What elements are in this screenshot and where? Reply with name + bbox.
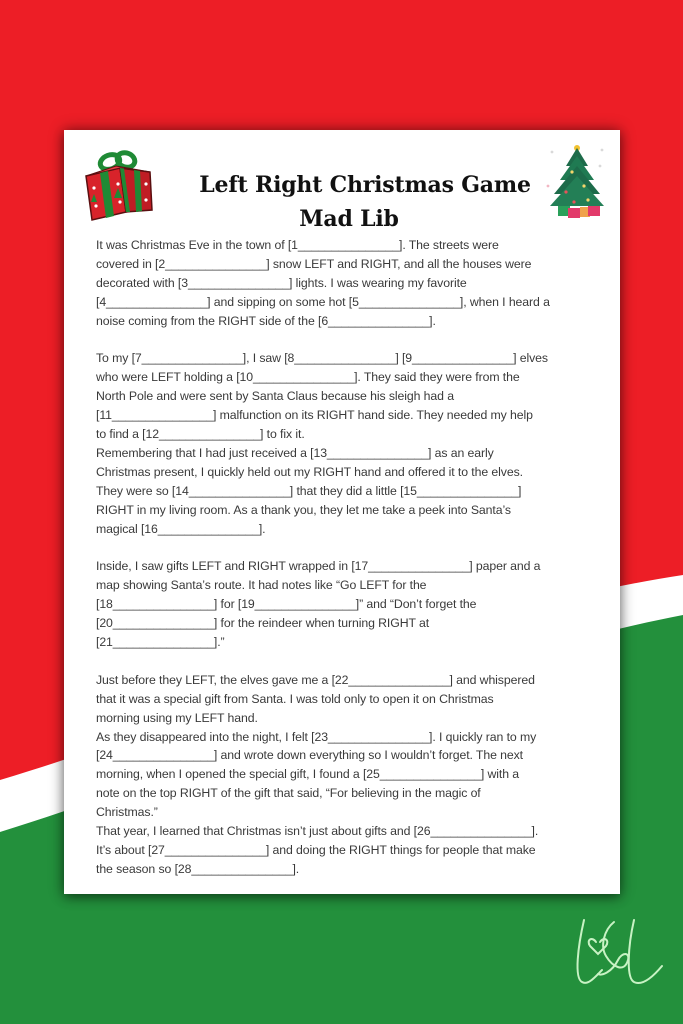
page-title [64,168,620,236]
story-line: decorated with [3_______________] lights. I was wearing my favorite [96,275,467,290]
story-line: Christmas.” [96,805,158,820]
story-line: [18_______________] for [19_______________]” and “Don’t forget the [96,597,477,612]
story-line: [20_______________] for the reindeer when turning RIGHT at [96,616,430,631]
story-line: magical [16_______________]. [96,521,266,536]
story-line: the season so [28_______________]. [96,861,300,876]
story-line: Remembering that I had just received a [13_______________] as an early [96,445,494,460]
story-body [96,236,596,879]
story-line: morning using my LEFT hand. [96,710,258,725]
paragraph-3 [96,557,596,652]
paragraph-2 [96,349,596,538]
story-line: [21_______________].” [96,635,225,649]
story-line: note on the top RIGHT of the gift that said, “For believing in the magic of [96,786,481,801]
story-line: It’s about [27_______________] and doing the RIGHT things for people that make [96,842,536,857]
story-line: RIGHT in my living room. As a thank you, they let me take a peek into Santa’s [96,502,511,517]
story-line: map showing Santa’s route. It had notes like “Go LEFT for the [96,578,427,593]
story-line: Christmas present, I quickly held out my RIGHT hand and offered it to the elves. [96,464,523,479]
story-line: [4_______________] and sipping on some hot [5_______________], when I heard a [96,294,550,309]
story-line: to find a [12_______________] to fix it. [96,427,305,442]
story-line: covered in [2_______________] snow LEFT and RIGHT, and all the houses were [96,256,532,271]
story-line: who were LEFT holding a [10_______________]. They said they were from the [96,370,520,385]
story-line: They were so [14_______________] that they did a little [15_______________] [96,483,522,498]
story-line: Just before they LEFT, the elves gave me a [22_______________] and whispered [96,672,535,687]
title-line-1: Left Right Christmas Game [199,172,531,198]
story-line: Inside, I saw gifts LEFT and RIGHT wrapped in [17_______________] paper and a [96,559,541,574]
story-line: It was Christmas Eve in the town of [1_______________]. The streets were [96,238,499,252]
story-line: noise coming from the RIGHT side of the [6_______________]. [96,313,436,328]
l-and-l-logo [572,916,672,996]
title-line-2: Mad Lib [299,206,399,232]
paragraph-4 [96,671,596,879]
story-line: To my [7_______________], I saw [8_______________] [9_______________] elves [96,351,548,366]
mad-lib-sheet [64,130,620,894]
story-line: That year, I learned that Christmas isn’t just about gifts and [26_______________]. [96,824,539,839]
story-line: that it was a special gift from Santa. I was told only to open it on Christmas [96,691,494,706]
story-line: [11_______________] malfunction on its RIGHT hand side. They needed my help [96,408,533,423]
story-line: [24_______________] and wrote down everything so I wouldn’t forget. The next [96,748,523,763]
story-line: North Pole and were sent by Santa Claus because his sleigh had a [96,389,454,404]
story-line: As they disappeared into the night, I felt [23_______________]. I quickly ran to my [96,729,537,744]
paragraph-1 [96,236,596,331]
story-line: morning, when I opened the special gift, I found a [25_______________] with a [96,767,520,782]
